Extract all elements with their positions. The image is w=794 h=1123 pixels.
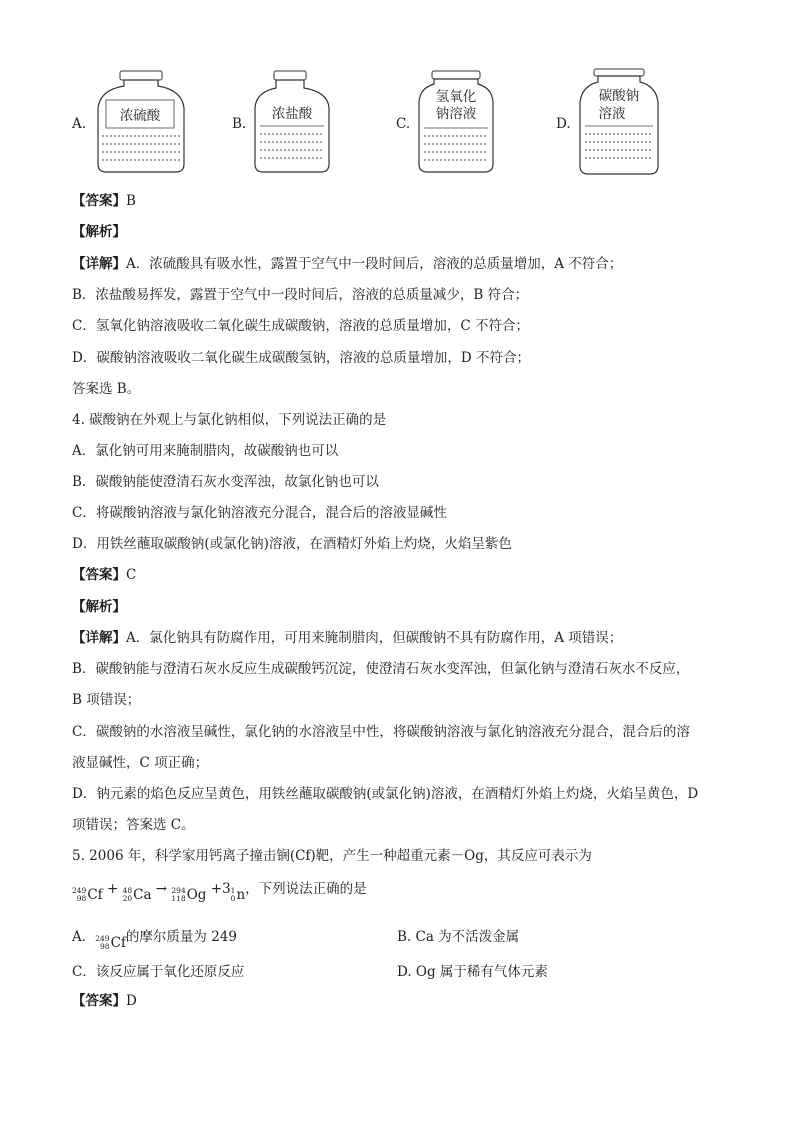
bottle-a-icon — [92, 68, 202, 180]
q5-eq-cf-atomic: 98 — [76, 894, 87, 903]
q3-conclusion: 答案选 B。 — [72, 381, 141, 397]
bottle-letter-d: D. — [556, 116, 571, 132]
q5-equation — [72, 879, 367, 903]
q5-option-a-atomic: 98 — [100, 942, 110, 951]
q4-option-c: C．将碳酸钠溶液与氯化钠溶液充分混合，混合后的溶液显碱性 — [72, 505, 447, 521]
q4-answer — [72, 565, 136, 585]
q3-detail-label: 【详解】 — [72, 256, 126, 272]
q3-detail-line-1 — [72, 254, 622, 274]
bottle-d-icon — [576, 68, 686, 180]
q5-answer-label: 【答案】 — [72, 993, 126, 1009]
q4-option-d: D．用铁丝蘸取碳酸钠(或氯化钠)溶液，在酒精灯外焰上灼烧，火焰呈紫色 — [72, 536, 512, 552]
q5-option-c: C．该反应属于氧化还原反应 — [72, 964, 245, 980]
q4-option-a: A．氯化钠可用来腌制腊肉，故碳酸钠也可以 — [72, 443, 339, 459]
q5-eq-n — [231, 885, 245, 905]
q5-eq-cf-symbol: Cf — [87, 887, 103, 903]
q3-detail-line-2: B．浓盐酸易挥发，露置于空气中一段时间后，溶液的总质量减少，B 符合； — [72, 287, 529, 303]
q5-answer-value: D — [126, 993, 137, 1009]
bottle-a-label: 浓硫酸 — [119, 108, 161, 124]
q5-eq-n-coeff: 3 — [222, 881, 231, 897]
q5-answer — [72, 991, 137, 1011]
q4-analysis-label: 【解析】 — [72, 599, 126, 615]
q5-option-a-suffix: 的摩尔质量为 249 — [125, 929, 237, 945]
q3-detail-line-3: C．氢氧化钠溶液吸收二氧化碳生成碳酸钠，溶液的总质量增加，C 不符合； — [72, 318, 529, 334]
q5-eq-og-atomic: 118 — [171, 894, 186, 903]
q5-eq-og-mass: 294 — [171, 886, 186, 895]
q5-eq-og-symbol: Og — [186, 887, 207, 903]
q4-option-b: B．碳酸钠能使澄清石灰水变浑浊，故氯化钠也可以 — [72, 474, 379, 490]
q5-options-row-2 — [72, 960, 732, 982]
q5-option-a-prefix: A． — [72, 929, 96, 945]
bottle-letter-c: C. — [396, 116, 411, 132]
bottle-d-label-1: 碳酸钠 — [598, 88, 640, 104]
q4-detail-line-7: 项错误；答案选 C。 — [72, 817, 195, 833]
q5-option-a-symbol: Cf — [110, 935, 126, 951]
q5-options-row-1 — [72, 925, 732, 949]
q5-eq-plus-1: + — [106, 881, 119, 897]
q4-detail-line-1 — [72, 628, 622, 648]
q5-eq-og — [171, 885, 206, 905]
q5-eq-n-atomic: 0 — [230, 894, 236, 903]
q3-answer-value: B — [126, 193, 136, 209]
bottle-letter-a: A. — [72, 116, 87, 132]
q5-eq-arrow-icon: → — [155, 881, 168, 897]
q5-eq-ca-mass: 48 — [122, 886, 133, 895]
bottle-letter-b: B. — [232, 116, 247, 132]
q4-detail-line-5: 液显碱性，C 项正确； — [72, 755, 209, 771]
bottle-d-label-2: 溶液 — [598, 106, 626, 122]
q5-eq-ca-atomic: 20 — [122, 894, 133, 903]
q5-stem: 5. 2006 年，科学家用钙离子撞击锎(Cf)靶，产生一种超重元素－Og，其反应可表示为 — [72, 848, 592, 864]
bottle-c-icon — [416, 68, 526, 180]
q4-answer-value: C — [126, 567, 137, 583]
q5-eq-cf — [72, 885, 103, 905]
q4-detail-label: 【详解】 — [72, 630, 126, 646]
q5-eq-n-mass: 1 — [230, 886, 236, 895]
q5-option-a-mass: 249 — [95, 934, 110, 943]
q5-option-b: B. Ca 为不活泼金属 — [397, 929, 520, 945]
q3-answer — [72, 191, 136, 211]
q5-option-d: D. Og 属于稀有气体元素 — [397, 964, 548, 980]
bottle-b-icon — [252, 68, 362, 180]
q5-option-a-nuclide — [95, 935, 126, 951]
q4-detail-line-2: B．碳酸钠能与澄清石灰水反应生成碳酸钙沉淀，使澄清石灰水变浑浊，但氯化钠与澄清石灰水不反应， — [72, 661, 690, 677]
q5-eq-ca — [123, 885, 152, 905]
q4-detail-line-4: C．碳酸钠的水溶液呈碱性，氯化钠的水溶液呈中性，将碳酸钠溶液与氯化钠溶液充分混合，混合后的溶 — [72, 724, 690, 740]
q5-eq-plus-2: + — [210, 881, 223, 897]
q4-answer-label: 【答案】 — [72, 567, 126, 583]
q3-detail-line-4: D．碳酸钠溶液吸收二氧化碳生成碳酸氢钠，溶液的总质量增加，D 不符合； — [72, 350, 530, 366]
q5-eq-tail: ，下列说法正确的是 — [245, 881, 367, 897]
q4-detail-text-1: A．氯化钠具有防腐作用，可用来腌制腊肉，但碳酸钠不具有防腐作用，A 项错误； — [126, 630, 623, 646]
q3-answer-label: 【答案】 — [72, 193, 126, 209]
q5-option-a — [72, 925, 237, 951]
bottle-b-label: 浓盐酸 — [271, 106, 313, 122]
bottle-c-label-1: 氢氧化 — [435, 89, 477, 105]
q4-detail-line-3: B 项错误； — [72, 692, 141, 708]
q4-stem: 4. 碳酸钠在外观上与氯化钠相似，下列说法正确的是 — [72, 412, 387, 428]
q5-eq-n-symbol: n — [236, 887, 246, 903]
bottle-c-label-2: 钠溶液 — [435, 106, 477, 122]
q3-analysis-label: 【解析】 — [72, 224, 126, 240]
q4-detail-line-6: D．钠元素的焰色反应呈黄色，用铁丝蘸取碳酸钠(或氯化钠)溶液，在酒精灯外焰上灼烧，火焰呈黄色，D — [72, 786, 699, 802]
q5-eq-ca-symbol: Ca — [133, 887, 152, 903]
q3-detail-text-1: A．浓硫酸具有吸水性，露置于空气中一段时间后，溶液的总质量增加，A 不符合； — [126, 256, 623, 272]
q5-eq-cf-mass: 249 — [72, 886, 87, 895]
